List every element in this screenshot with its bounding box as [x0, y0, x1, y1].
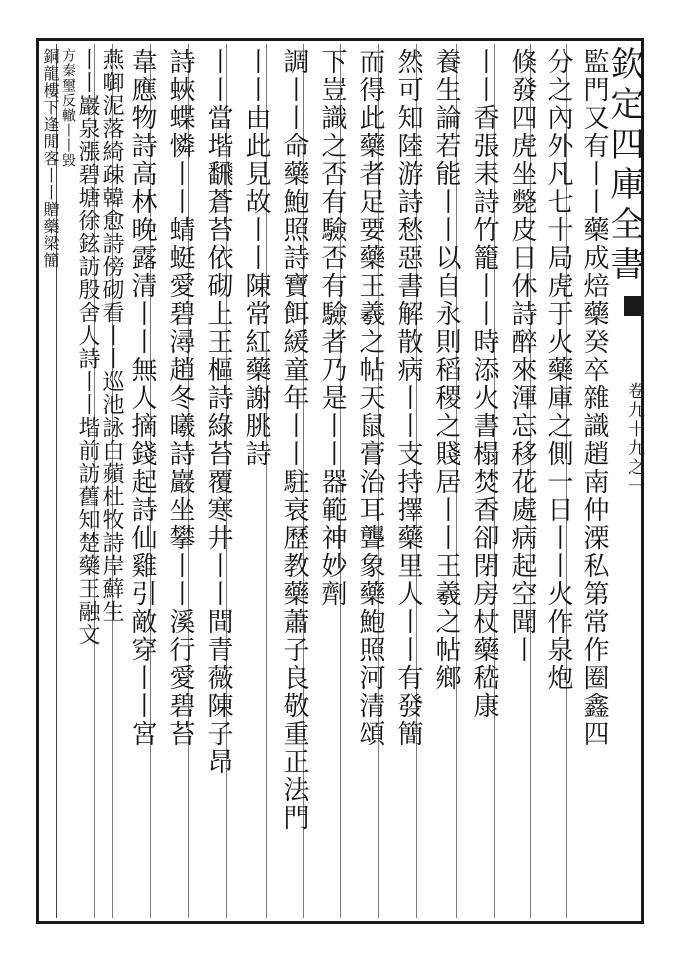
text-column: 燕啣泥落綺疎韓愈詩傍砌看丨丨巡池詠白蘋杜牧詩岸蘚生 [99, 48, 124, 623]
text-column: 方秦璽反轍丨丨毀 [60, 48, 76, 168]
fish-tail-mark [624, 296, 642, 316]
text-column: 然可知陸游詩愁惡書解散病丨丨支持擇藥里人丨丨有發簡 [393, 48, 423, 748]
text-column: 而得此藥者足要藥王羲之帖天鼠膏治耳聾象藥鮑照河清頌 [355, 48, 385, 748]
text-column: 銅龍樓下逢閒客丨丨贈藥梁簡 [41, 48, 60, 269]
margin-title: 欽定四庫全書 [604, 46, 644, 286]
text-column: 監門又有丨丨藥成焙藥癸卒雜識趙南仲溧私第常作圈鑫四 [579, 48, 609, 748]
text-column: 丨丨由此見故丨丨陳常紅藥謝朓詩 [241, 48, 271, 468]
text-column: 丨丨香張耒詩竹籠丨丨時添火書榻焚香卻閉房杖藥嵇康 [469, 48, 499, 720]
text-column: 丨丨當堦飜蒼苔依砌上王樞詩綠苔覆寒井丨丨間青薇陳子昂 [203, 48, 233, 776]
text-column: 韋應物詩高林晚露清丨丨無人摘錢起詩仙雞引敵穿丨丨宮 [127, 48, 157, 748]
margin-volume: 卷九十九之一 [624, 382, 644, 496]
text-column: 詩蛺蝶憐丨丨蜻蜓愛碧潯趙冬曦詩巖坐攀丨丨溪行愛碧苔 [165, 48, 195, 748]
text-column: 分之內外凡七十局虎于火藥庫之側一日丨丨火作泉炮 [543, 48, 573, 692]
text-column: 倏發四虎坐斃皮日休詩醉來渾忘移花處病起空聞丨 [507, 48, 537, 664]
text-column: 調丨丨命藥鮑照詩寶餌緩童年丨丨駐衰歷教藥蕭子良敬重正法門 [279, 48, 309, 832]
text-column: 養生論若能丨丨以自永則稻稷之賤居丨丨王羲之帖鄉 [431, 48, 461, 692]
text-column: 丨丨巖泉漲碧塘徐鉉訪殷舍人詩丨丨堦前訪舊知楚藥王融文 [75, 48, 100, 646]
text-column: 下豈識之否有驗否有驗者乃是丨丨器範神妙劑 [317, 48, 347, 608]
